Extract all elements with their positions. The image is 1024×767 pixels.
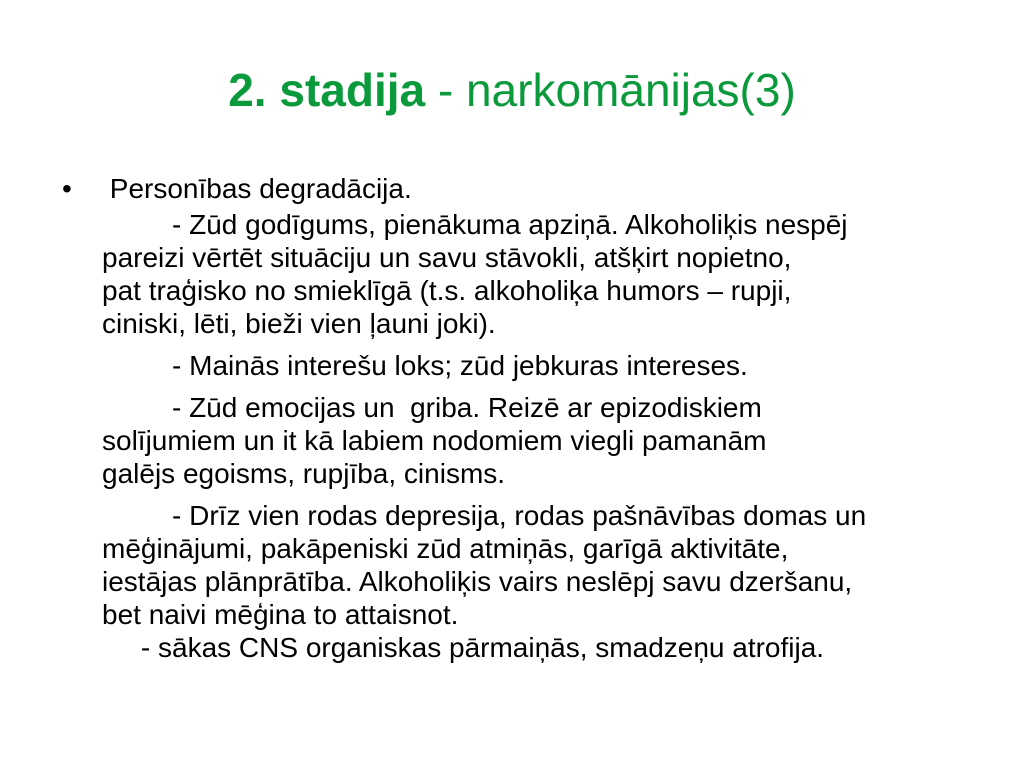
bullet-item (62, 172, 962, 208)
paragraph (62, 391, 962, 490)
paragraph-line: bet naivi mēģina to attaisnot. (102, 599, 459, 630)
paragraph (62, 631, 962, 664)
paragraph-line: pat traģisko no smieklīgā (t.s. alkoholiķa humors – rupji, (102, 275, 792, 306)
slide-body (62, 172, 962, 664)
paragraph-line: mēģinājumi, pakāpeniski zūd atmiņās, garīgā aktivitāte, (102, 533, 789, 564)
paragraph-line: - Zūd godīgums, pienākuma apziņā. Alkoholiķis nespēj (102, 209, 848, 240)
paragraph-line: - sākas CNS organiskas pārmaiņās, smadzeņu atrofija. (102, 632, 825, 663)
bullet-text: Personības degradācija. (102, 173, 412, 204)
paragraph (62, 349, 962, 382)
paragraph-line: pareizi vērtēt situāciju un savu stāvokli, atšķirt nopietno, (102, 242, 792, 273)
paragraph-line: - Mainās interešu loks; zūd jebkuras intereses. (102, 350, 748, 381)
bullet-dot-icon: • (62, 173, 72, 204)
paragraph-line: - Drīz vien rodas depresija, rodas pašnāvības domas un (102, 500, 867, 531)
slide-title-bold: 2. stadija (228, 64, 426, 116)
slide-title-rest: - narkomānijas(3) (425, 64, 796, 116)
paragraph-line: galējs egoisms, rupjība, cinisms. (102, 458, 506, 489)
paragraph (62, 499, 962, 631)
paragraph (62, 208, 962, 340)
paragraph-line: solījumiem un it kā labiem nodomiem viegli pamanām (102, 425, 767, 456)
paragraph-line: ciniski, lēti, bieži vien ļauni joki). (102, 308, 496, 339)
slide-title (0, 62, 1024, 118)
paragraph-line: - Zūd emocijas un griba. Reizē ar epizodiskiem (102, 392, 762, 423)
paragraph-line: iestājas plānprātība. Alkoholiķis vairs neslēpj savu dzeršanu, (102, 566, 853, 597)
